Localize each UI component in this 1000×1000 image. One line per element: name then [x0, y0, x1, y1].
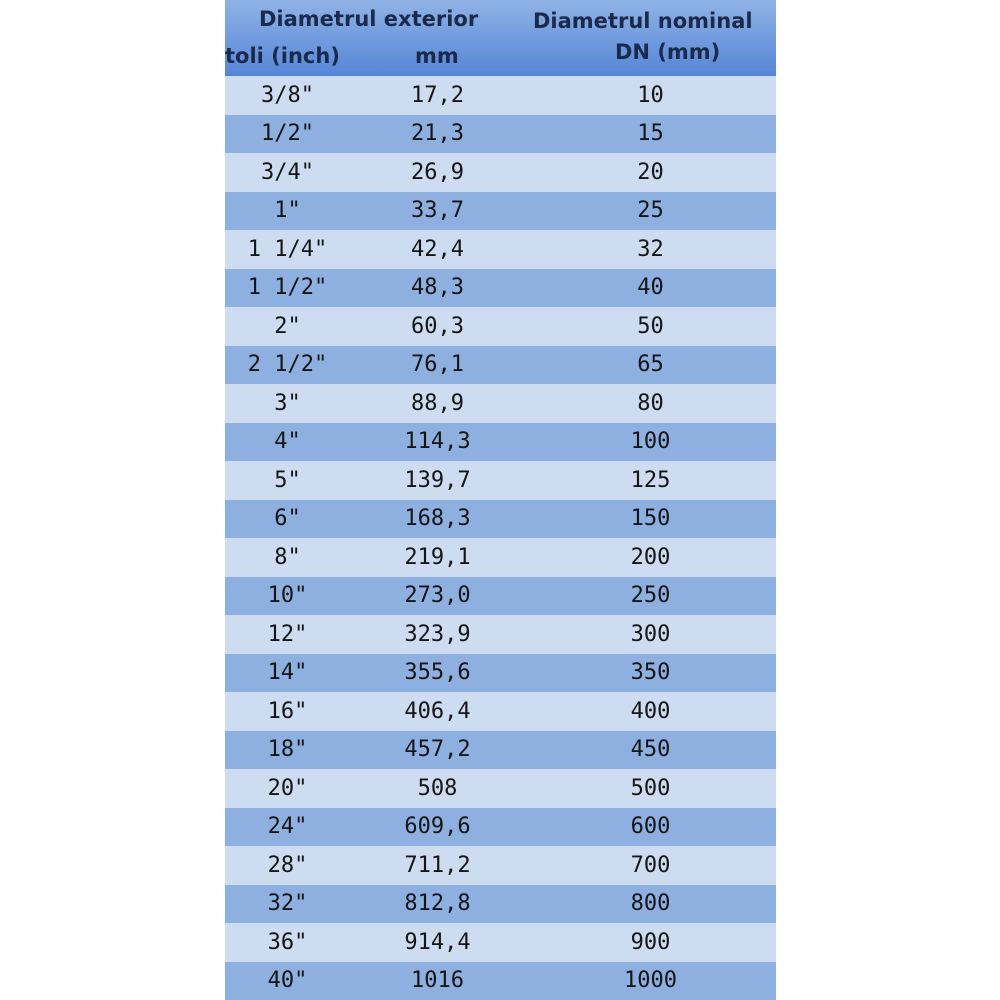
header-outer-diameter: Diametrul exterior — [259, 7, 479, 31]
header-dn-mm: DN (mm) — [615, 40, 721, 64]
cell-outer-mm: 406,4 — [404, 698, 471, 724]
table-row — [225, 808, 776, 847]
cell-inch: 6" — [274, 506, 301, 532]
table-row — [225, 384, 776, 423]
cell-outer-mm: 26,9 — [411, 159, 464, 185]
cell-dn: 15 — [637, 121, 664, 147]
table-row — [225, 230, 776, 269]
table-row — [225, 500, 776, 539]
cell-inch: 18" — [267, 737, 308, 763]
cell-inch: 32" — [267, 891, 308, 917]
cell-outer-mm: 457,2 — [404, 737, 471, 763]
cell-inch: 5" — [274, 467, 301, 493]
cell-outer-mm: 508 — [417, 775, 458, 801]
cell-inch: 3/4" — [261, 159, 314, 185]
cell-dn: 25 — [637, 198, 664, 224]
cell-inch: 2 1/2" — [247, 352, 328, 378]
table-row — [225, 577, 776, 616]
table-row — [225, 423, 776, 462]
cell-outer-mm: 219,1 — [404, 544, 471, 570]
cell-dn: 500 — [630, 775, 671, 801]
cell-outer-mm: 88,9 — [411, 390, 464, 416]
cell-outer-mm: 609,6 — [404, 814, 471, 840]
cell-inch: 16" — [267, 698, 308, 724]
cell-outer-mm: 355,6 — [404, 660, 471, 686]
cell-inch: 1" — [274, 198, 301, 224]
table-body — [225, 76, 776, 1000]
cell-dn: 900 — [630, 929, 671, 955]
cell-dn: 400 — [630, 698, 671, 724]
cell-dn: 600 — [630, 814, 671, 840]
header-inch-column: toli (inch) — [225, 44, 340, 68]
table-row — [225, 192, 776, 231]
cell-dn: 65 — [637, 352, 664, 378]
cell-dn: 700 — [630, 852, 671, 878]
cell-outer-mm: 33,7 — [411, 198, 464, 224]
cell-outer-mm: 711,2 — [404, 852, 471, 878]
cell-dn: 80 — [637, 390, 664, 416]
cell-outer-mm: 812,8 — [404, 891, 471, 917]
cell-outer-mm: 139,7 — [404, 467, 471, 493]
cell-dn: 50 — [637, 313, 664, 339]
cell-inch: 14" — [267, 660, 308, 686]
table-row — [225, 769, 776, 808]
cell-dn: 20 — [637, 159, 664, 185]
cell-dn: 40 — [637, 275, 664, 301]
header-mm-column: mm — [415, 44, 459, 68]
table-row — [225, 731, 776, 770]
table-row — [225, 615, 776, 654]
cell-outer-mm: 114,3 — [404, 429, 471, 455]
cell-dn: 100 — [630, 429, 671, 455]
table-row — [225, 923, 776, 962]
cell-outer-mm: 168,3 — [404, 506, 471, 532]
table-row — [225, 538, 776, 577]
cell-dn: 800 — [630, 891, 671, 917]
cell-dn: 250 — [630, 583, 671, 609]
table-row — [225, 307, 776, 346]
header-nominal-diameter: Diametrul nominal — [533, 9, 753, 33]
cell-dn: 200 — [630, 544, 671, 570]
table-row — [225, 654, 776, 693]
cell-inch: 20" — [267, 775, 308, 801]
cell-outer-mm: 323,9 — [404, 621, 471, 647]
cell-outer-mm: 60,3 — [411, 313, 464, 339]
pipe-diameter-table — [225, 0, 776, 1000]
table-header — [225, 0, 776, 76]
cell-inch: 12" — [267, 621, 308, 647]
cell-dn: 10 — [637, 82, 664, 108]
table-row — [225, 962, 776, 1000]
table-row — [225, 846, 776, 885]
table-row — [225, 76, 776, 115]
cell-inch: 10" — [267, 583, 308, 609]
cell-inch: 40" — [267, 968, 308, 994]
table-row — [225, 692, 776, 731]
cell-dn: 350 — [630, 660, 671, 686]
cell-outer-mm: 1016 — [411, 968, 464, 994]
cell-dn: 300 — [630, 621, 671, 647]
cell-dn: 150 — [630, 506, 671, 532]
cell-inch: 1/2" — [261, 121, 314, 147]
cell-outer-mm: 76,1 — [411, 352, 464, 378]
cell-outer-mm: 48,3 — [411, 275, 464, 301]
cell-outer-mm: 21,3 — [411, 121, 464, 147]
cell-inch: 3" — [274, 390, 301, 416]
cell-inch: 8" — [274, 544, 301, 570]
table-row — [225, 153, 776, 192]
cell-inch: 24" — [267, 814, 308, 840]
cell-outer-mm: 273,0 — [404, 583, 471, 609]
cell-inch: 4" — [274, 429, 301, 455]
table-row — [225, 885, 776, 924]
table-row — [225, 346, 776, 385]
table-row — [225, 269, 776, 308]
cell-inch: 1 1/4" — [247, 236, 328, 262]
table-row — [225, 461, 776, 500]
cell-dn: 450 — [630, 737, 671, 763]
cell-inch: 3/8" — [261, 82, 314, 108]
cell-dn: 32 — [637, 236, 664, 262]
cell-dn: 1000 — [624, 968, 677, 994]
cell-inch: 1 1/2" — [247, 275, 328, 301]
cell-inch: 2" — [274, 313, 301, 339]
cell-outer-mm: 914,4 — [404, 929, 471, 955]
cell-dn: 125 — [630, 467, 671, 493]
cell-inch: 28" — [267, 852, 308, 878]
cell-outer-mm: 42,4 — [411, 236, 464, 262]
cell-outer-mm: 17,2 — [411, 82, 464, 108]
cell-inch: 36" — [267, 929, 308, 955]
table-row — [225, 115, 776, 154]
